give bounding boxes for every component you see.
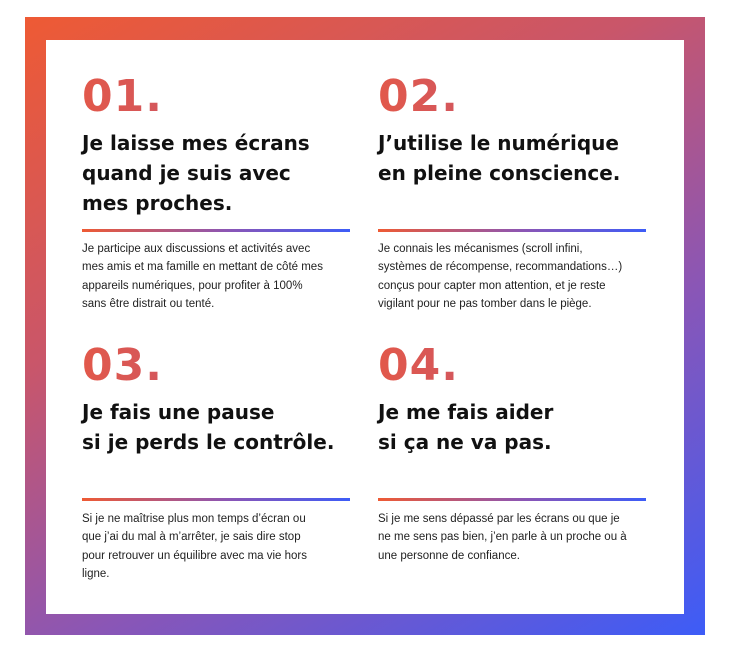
item-04-body	[378, 510, 658, 565]
heading-line: Je fais une pause	[82, 400, 275, 424]
body-line: appareils numériques, pour profiter à 100%	[82, 279, 303, 292]
body-line: conçus pour capter mon attention, et je reste	[378, 279, 606, 292]
item-heading	[82, 128, 350, 218]
item-heading	[378, 128, 646, 188]
item-heading	[82, 397, 350, 457]
body-line: Si je me sens dépassé par les écrans ou que je	[378, 513, 620, 525]
item-number: 04.	[378, 342, 646, 390]
body-line: systèmes de récompense, recommandations…)	[378, 261, 623, 274]
body-line: ne me sens pas bien, j’en parle à un proche ou à	[378, 531, 627, 544]
body-line: vigilant pour ne pas tomber dans le piège.	[378, 297, 592, 310]
item-02-body	[378, 240, 658, 313]
body-line: Je participe aux discussions et activités avec	[82, 243, 311, 255]
body-line: pour retrouver un équilibre avec ma vie hors	[82, 549, 308, 562]
item-number: 02.	[378, 73, 646, 121]
heading-line: si ça ne va pas.	[378, 430, 552, 454]
item-01	[82, 73, 350, 218]
body-line: Si je ne maîtrise plus mon temps d’écran ou	[82, 513, 306, 525]
item-01-divider	[82, 229, 350, 232]
item-02	[378, 73, 646, 188]
item-02-divider	[378, 229, 646, 232]
body-line: sans être distrait ou tenté.	[82, 297, 215, 310]
heading-line: mes proches.	[82, 191, 233, 215]
body-line: ligne.	[82, 567, 110, 580]
item-01-body	[82, 240, 362, 313]
item-03-divider	[82, 498, 350, 501]
body-line: que j’ai du mal à m’arrêter, je sais dire stop	[82, 531, 301, 544]
item-03-body	[82, 510, 362, 583]
heading-line: en pleine conscience.	[378, 161, 621, 185]
item-heading	[378, 397, 646, 457]
item-03	[82, 342, 350, 457]
heading-line: si je perds le contrôle.	[82, 430, 335, 454]
item-number: 01.	[82, 73, 350, 121]
body-line: mes amis et ma famille en mettant de côté mes	[82, 261, 323, 274]
heading-line: quand je suis avec	[82, 161, 291, 185]
body-line: une personne de confiance.	[378, 549, 520, 562]
item-04	[378, 342, 646, 457]
heading-line: Je laisse mes écrans	[82, 131, 310, 155]
item-number: 03.	[82, 342, 350, 390]
heading-line: J’utilise le numérique	[378, 131, 619, 155]
heading-line: Je me fais aider	[378, 400, 554, 424]
body-line: Je connais les mécanismes (scroll infini,	[378, 243, 583, 255]
item-04-divider	[378, 498, 646, 501]
